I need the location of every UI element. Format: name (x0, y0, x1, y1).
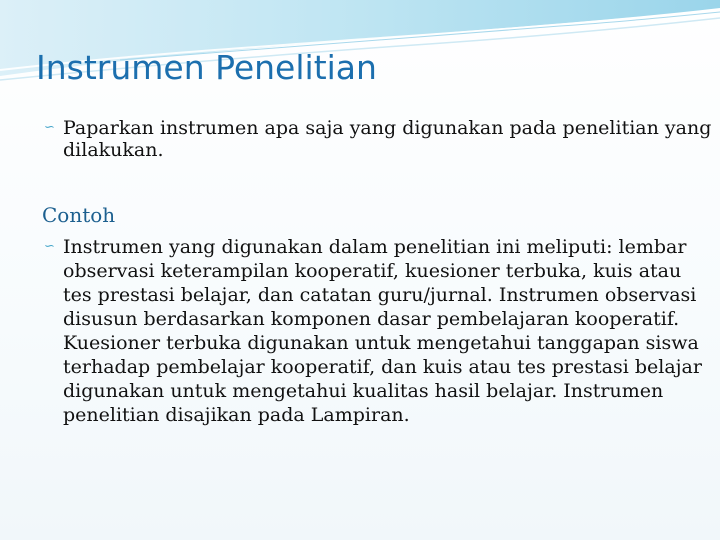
wave-bullet-icon: ∽ (44, 239, 55, 254)
slide-title: Instrumen Penelitian (36, 48, 377, 87)
bullet-text: Paparkan instrumen apa saja yang digunakan pada penelitian yang dilakukan. (63, 117, 712, 161)
bullet-text: Instrumen yang digunakan dalam penelitian ini meliputi: lembar observasi keterampilan kooperatif, kuesioner terbuka, kuis atau tes prestasi belajar, dan catatan guru/jurnal. Instrumen observasi disusun berdasarkan komponen dasar pembelajaran kooperatif. Kuesioner terbuka digunakan untuk mengetahui tanggapan siswa terhadap pembelajar kooperatif, dan kuis atau tes prestasi belajar digunakan untuk mengetahui kualitas hasil belajar. Instrumen penelitian disajikan pada Lampiran. (63, 236, 702, 426)
bullet-item (44, 235, 713, 427)
bullet-item (44, 117, 713, 161)
subheading: Contoh (42, 203, 116, 227)
wave-bullet-icon: ∽ (44, 120, 55, 135)
